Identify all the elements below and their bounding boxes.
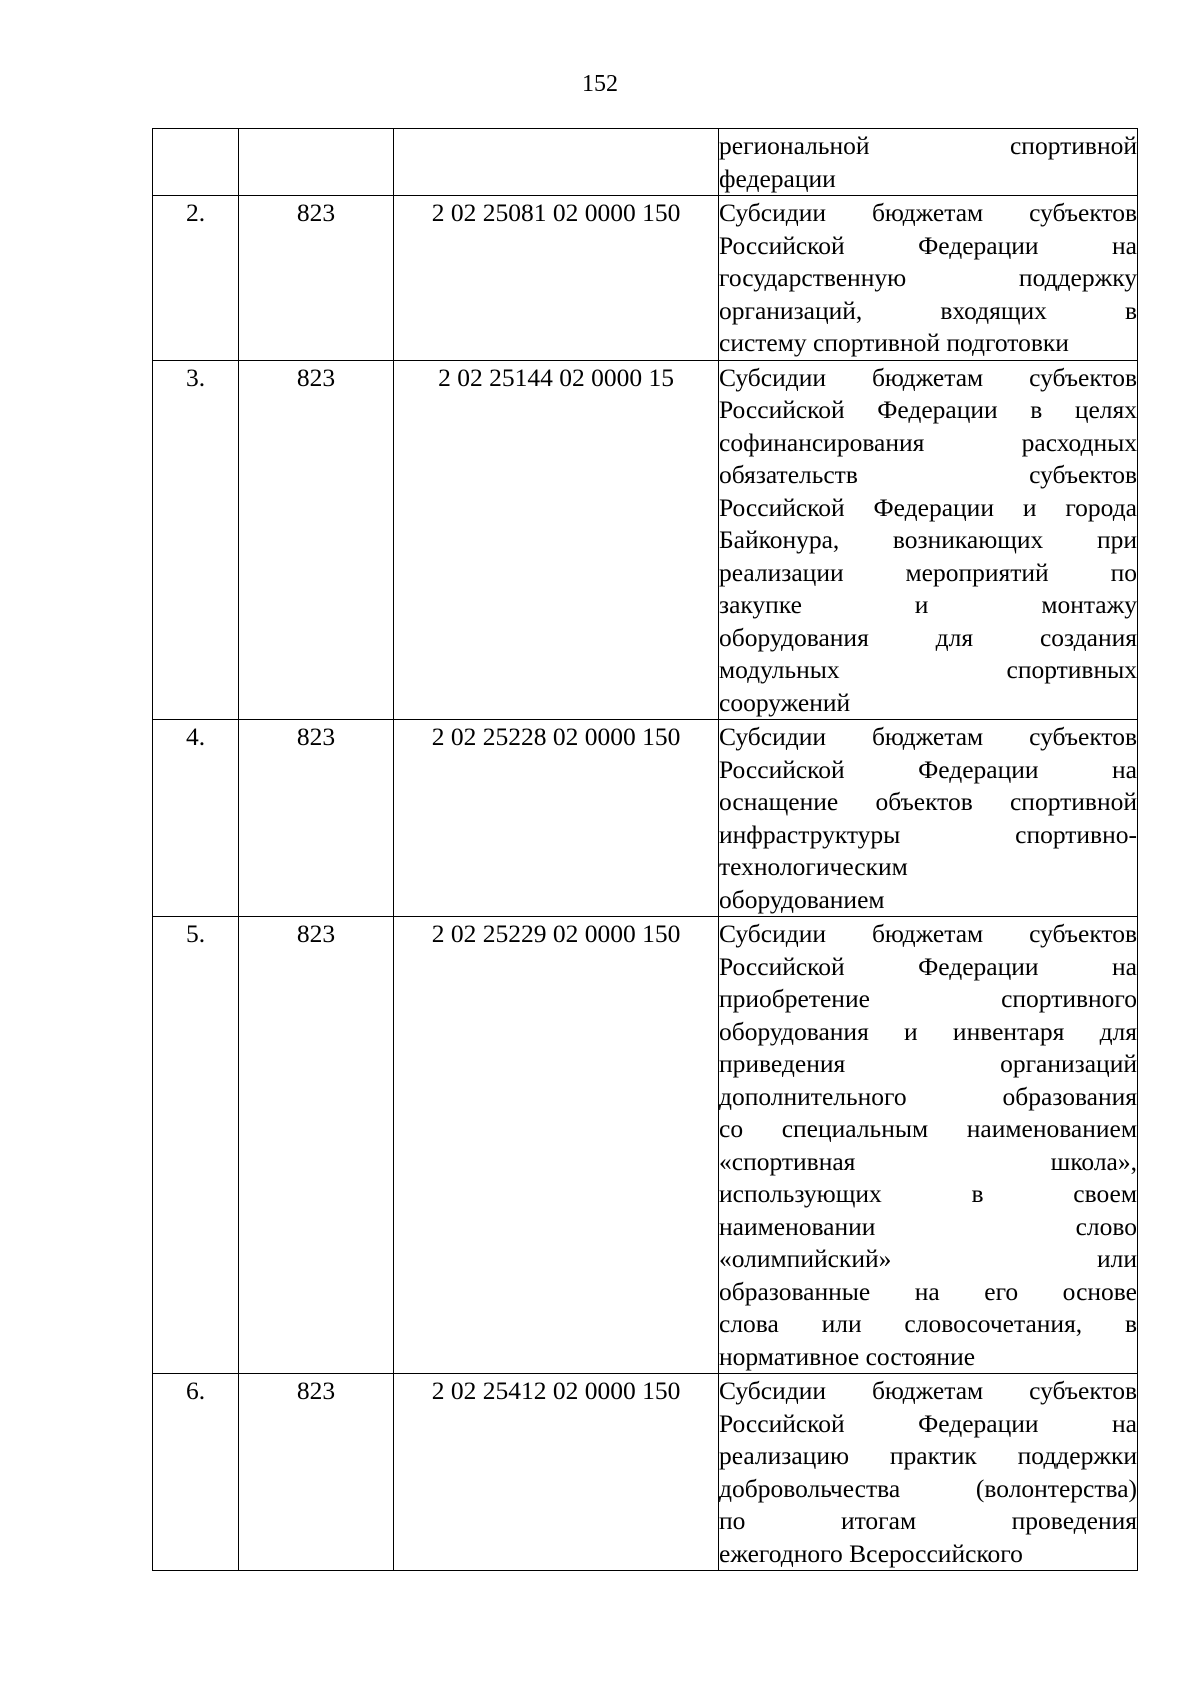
description-line: федерации bbox=[719, 163, 836, 193]
description-line: закупке и монтажу bbox=[719, 590, 1137, 619]
description-line: обязательств субъектов bbox=[719, 460, 1137, 489]
table-row bbox=[153, 1374, 1138, 1571]
description-line: оборудования для создания bbox=[719, 622, 1137, 652]
description-line: нормативное состояние bbox=[719, 1341, 976, 1371]
admin-code-cell: 823 bbox=[239, 917, 394, 1374]
description-line: «спортивная школа», bbox=[719, 1146, 1137, 1176]
table-row bbox=[153, 196, 1138, 361]
description-line: организаций, входящих в bbox=[719, 295, 1137, 325]
description-line: слова или словосочетания, в bbox=[719, 1309, 1137, 1338]
description-line: региональной спортивной bbox=[719, 131, 1137, 160]
revenue-description-cell bbox=[719, 196, 1138, 361]
table-row bbox=[153, 360, 1138, 720]
description-line: технологическим bbox=[719, 852, 908, 881]
description-line: Российской Федерации и города bbox=[719, 492, 1137, 522]
revenue-description-cell bbox=[719, 720, 1138, 917]
revenue-description-cell bbox=[719, 129, 1138, 196]
admin-code-cell: 823 bbox=[239, 720, 394, 917]
table-body bbox=[153, 129, 1138, 1571]
table-row bbox=[153, 720, 1138, 917]
table-row bbox=[153, 917, 1138, 1374]
description-line: систему спортивной подготовки bbox=[719, 328, 1069, 357]
budget-classification-code-cell: 2 02 25412 02 0000 150 bbox=[394, 1374, 719, 1571]
description-line: сооружений bbox=[719, 687, 851, 717]
description-line: оснащение объектов спортивной bbox=[719, 787, 1137, 816]
row-number-cell: 4. bbox=[153, 720, 239, 917]
description-line: Российской Федерации в целях bbox=[719, 395, 1137, 424]
description-line: использующих в своем bbox=[719, 1179, 1137, 1208]
description-line: Российской Федерации на bbox=[719, 754, 1137, 784]
description-line: приобретение спортивного bbox=[719, 984, 1137, 1013]
description-line: Российской Федерации на bbox=[719, 1408, 1137, 1438]
description-line: Российской Федерации на bbox=[719, 951, 1137, 981]
description-line: образованные на его основе bbox=[719, 1276, 1137, 1306]
table-row bbox=[153, 129, 1138, 196]
row-number-cell: 3. bbox=[153, 360, 239, 720]
description-line: со специальным наименованием bbox=[719, 1114, 1137, 1143]
description-line: государственную поддержку bbox=[719, 263, 1137, 292]
admin-code-cell: 823 bbox=[239, 1374, 394, 1571]
description-line: Субсидии бюджетам субъектов bbox=[719, 362, 1137, 392]
description-line: по итогам проведения bbox=[719, 1506, 1137, 1535]
budget-classification-code-cell: 2 02 25229 02 0000 150 bbox=[394, 917, 719, 1374]
description-line: софинансирования расходных bbox=[719, 427, 1137, 457]
budget-classification-code-cell: 2 02 25228 02 0000 150 bbox=[394, 720, 719, 917]
description-line: добровольчества (волонтерства) bbox=[719, 1473, 1137, 1503]
admin-code-cell: 823 bbox=[239, 196, 394, 361]
budget-classification-code-cell bbox=[394, 129, 719, 196]
revenue-description-cell bbox=[719, 360, 1138, 720]
row-number-cell bbox=[153, 129, 239, 196]
description-line: инфраструктуры спортивно- bbox=[719, 819, 1137, 849]
budget-codes-table bbox=[152, 128, 1138, 1571]
description-line: модульных спортивных bbox=[719, 655, 1137, 684]
revenue-description-cell bbox=[719, 1374, 1138, 1571]
row-number-cell: 5. bbox=[153, 917, 239, 1374]
description-line: Субсидии бюджетам субъектов bbox=[719, 722, 1137, 751]
description-line: ежегодного Всероссийского bbox=[719, 1538, 1023, 1568]
row-number-cell: 6. bbox=[153, 1374, 239, 1571]
description-line: дополнительного образования bbox=[719, 1081, 1137, 1111]
revenue-description-cell bbox=[719, 917, 1138, 1374]
admin-code-cell: 823 bbox=[239, 360, 394, 720]
description-line: наименовании слово bbox=[719, 1211, 1137, 1241]
description-line: оборудования и инвентаря для bbox=[719, 1016, 1137, 1046]
admin-code-cell bbox=[239, 129, 394, 196]
budget-classification-code-cell: 2 02 25081 02 0000 150 bbox=[394, 196, 719, 361]
description-line: оборудованием bbox=[719, 884, 885, 914]
description-line: Субсидии бюджетам субъектов bbox=[719, 1376, 1137, 1405]
row-number-cell: 2. bbox=[153, 196, 239, 361]
description-line: приведения организаций bbox=[719, 1049, 1137, 1078]
description-line: Субсидии бюджетам субъектов bbox=[719, 198, 1137, 227]
description-line: Байконура, возникающих при bbox=[719, 525, 1137, 554]
description-line: реализации мероприятий по bbox=[719, 557, 1137, 587]
description-line: Российской Федерации на bbox=[719, 230, 1137, 260]
description-line: Субсидии бюджетам субъектов bbox=[719, 919, 1137, 948]
description-line: реализацию практик поддержки bbox=[719, 1441, 1137, 1470]
budget-classification-code-cell: 2 02 25144 02 0000 15 bbox=[394, 360, 719, 720]
page-number: 152 bbox=[582, 71, 618, 97]
description-line: «олимпийский» или bbox=[719, 1244, 1137, 1273]
